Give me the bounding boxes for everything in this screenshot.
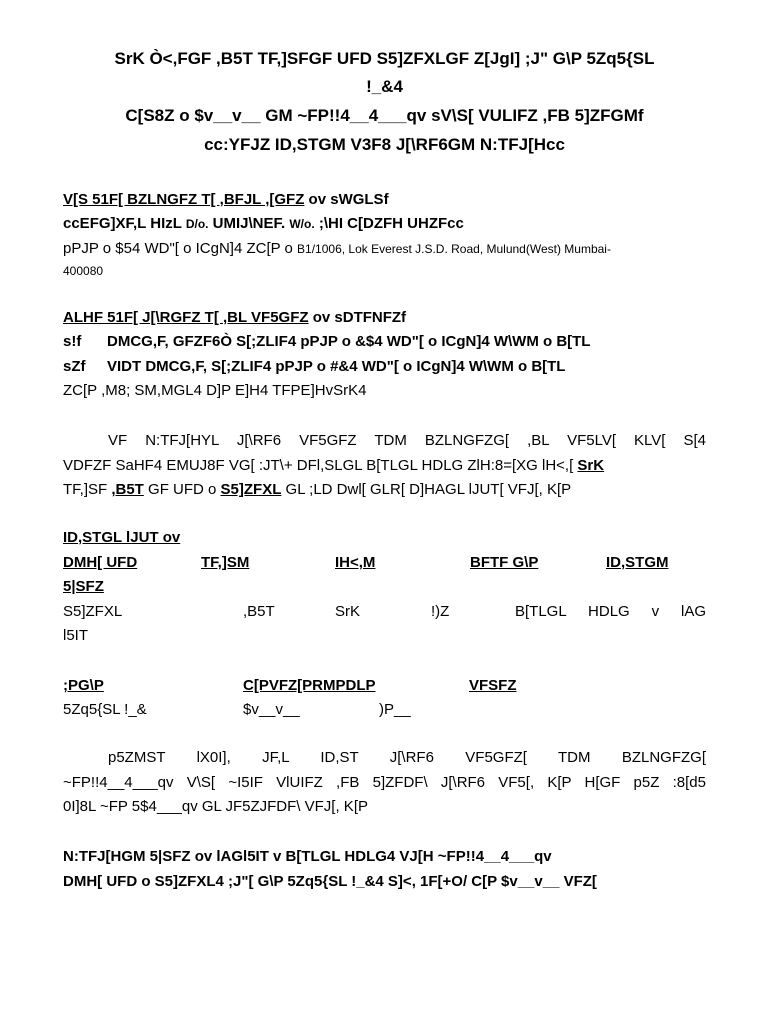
para1-line-3 [63, 481, 706, 499]
header-area: C[PVFZ[PRMPDLP [243, 677, 376, 694]
header-district: IH<,M [335, 554, 376, 571]
seller-relation-do: D/o. [185, 217, 209, 231]
seller-address-pin: 400080 [63, 264, 104, 278]
value-property: B[TLGL HDLG v lAG [515, 603, 706, 620]
property-details-header-row [63, 554, 706, 572]
para3-line-2: DMH[ UFD o S5]ZFXL4 ;J"[ G\P 5Zq5{SL !_&4 S]<, 1F[+O/ C[P $v__v__ VFZ[ [63, 873, 597, 890]
header-village: DMH[ UFD [63, 554, 138, 571]
value-assessment: )P__ [379, 701, 411, 718]
buyer-heading-suffix: ov sDTFNFZf [308, 309, 407, 326]
value-taluka: ,B5T [243, 603, 275, 620]
buyer-item-2-label: sZf [63, 358, 86, 375]
para3-line-1: N:TFJ[HGM 5|SFZ ov lAGl5IT v B[TLGL HDLG4 VJ[H ~FP!!4__4___qv [63, 848, 552, 865]
buyer-item-1-text: DMCG,F, GFZF6Ò S[;ZLIF4 pPJP o &$4 WD"[ o ICgN]4 W\WM o B[TL [107, 333, 591, 350]
seller-address [63, 240, 706, 258]
survey-value-row [63, 701, 706, 719]
para2-line-2: ~FP!!4__4___qv V\S[ ~I5IF VlUIFZ ,FB 5]ZFDF\ J[\RF6 VF5[, K[P H[GF p5Z :8[d5 [63, 774, 706, 791]
para2-line-1: p5ZMST lX0I], JF,L ID,ST J[\RF6 VF5GFZ[ TDM BZLNGFZG[ [108, 749, 706, 766]
document-title-line-2: !_&4 [366, 77, 403, 96]
para1-line-2 [63, 457, 706, 475]
seller-heading [63, 191, 706, 209]
para1-village: S5]ZFXL [220, 481, 282, 498]
document-title-line-4: cc:YFJZ ID,STGM V3F8 J[\RF6GM N:TFJ[Hcc [204, 135, 565, 154]
property-details-value-row [63, 603, 706, 621]
seller-address-prefix: pPJP o $54 WD"[ o ICgN]4 ZC[P o [63, 240, 298, 257]
para1-line-3-text: TF,]SF [63, 481, 112, 498]
seller-name-part: ccEFG]XF,L HIzL [63, 215, 186, 232]
para1-line-2-text: VDFZF SaHF4 EMUJ8F VG[ :JT\+ DFl,SLGL B[TLGL HDLG ZlH:8=[XG lH<,[ [63, 457, 574, 474]
seller-name [63, 215, 706, 233]
seller-address-english: B1/1006, Lok Everest J.S.D. Road, Mulund(West) Mumbai- [297, 242, 611, 256]
document-title-line-1: SrK Ò<,FGF ,B5T TF,]SFGF UFD S5]ZFXLGF Z[JgI] ;J" G\P 5Zq5{SL [114, 49, 655, 68]
value-area: $v__v__ [243, 701, 300, 718]
seller-relation-wo: W/o. [289, 217, 315, 231]
header-property: ID,STGM [606, 554, 669, 571]
seller-name-part: UMIJ\NEF. [208, 215, 290, 232]
seller-name-part: ;\HI C[DZFH UHZFcc [314, 215, 464, 232]
survey-header-row [63, 677, 706, 695]
header-khata-no: BFTF G\P [470, 554, 539, 571]
seller-heading-label: V[S 51F[ BZLNGFZ T[ ,BFJL ,[GFZ [63, 191, 305, 208]
buyer-item-1 [63, 333, 706, 351]
para2-line-3: 0I]8L ~FP 5$4___qv GL JF5ZJFDF\ VFJ[, K[P [63, 798, 368, 815]
header-assessment: VFSFZ [469, 677, 517, 694]
value-khata-no: !)Z [431, 603, 450, 620]
header-survey-no: ;PG\P [63, 677, 104, 694]
value-district: SrK [335, 603, 361, 620]
header-taluka: TF,]SM [201, 554, 250, 571]
buyer-item-2 [63, 358, 706, 376]
para1-taluka: ,B5T [111, 481, 144, 498]
buyer-heading-label: ALHF 51F[ J[\RGFZ T[ ,BL VF5GFZ [63, 309, 309, 326]
para1-district: SrK [577, 457, 605, 474]
para1-line-1: VF N:TFJ[HYL J[\RF6 VF5GFZ TDM BZLNGFZG[ ,BL VF5LV[ KLV[ S[4 [108, 432, 706, 449]
para1-line-3-text: GL ;LD Dwl[ GLR[ D]HAGL lJUT[ VFJ[, K[P [281, 481, 572, 498]
value-property-type: l5IT [63, 627, 89, 644]
value-village: S5]ZFXL [63, 603, 123, 620]
buyer-item-1-label: s!f [63, 333, 82, 350]
buyer-heading [63, 309, 706, 327]
para1-line-3-text: GF UFD o [143, 481, 221, 498]
header-property-type: 5|SFZ [63, 578, 104, 595]
buyer-address: ZC[P ,M8; SM,MGL4 D]P E]H4 TFPE]HvSrK4 [63, 382, 367, 399]
buyer-item-2-text: VIDT DMCG,F, S[;ZLIF4 pPJP o #&4 WD"[ o ICgN]4 W\WM o B[TL [107, 358, 566, 375]
value-survey-no: 5Zq5{SL !_& [63, 701, 147, 718]
document-title-line-3: C[S8Z o $v__v__ GM ~FP!!4__4___qv sV\S[ VULIFZ ,FB 5]ZFGMf [125, 106, 644, 125]
property-details-heading: ID,STGL lJUT ov [63, 529, 181, 546]
seller-heading-suffix: ov sWGLSf [304, 191, 389, 208]
